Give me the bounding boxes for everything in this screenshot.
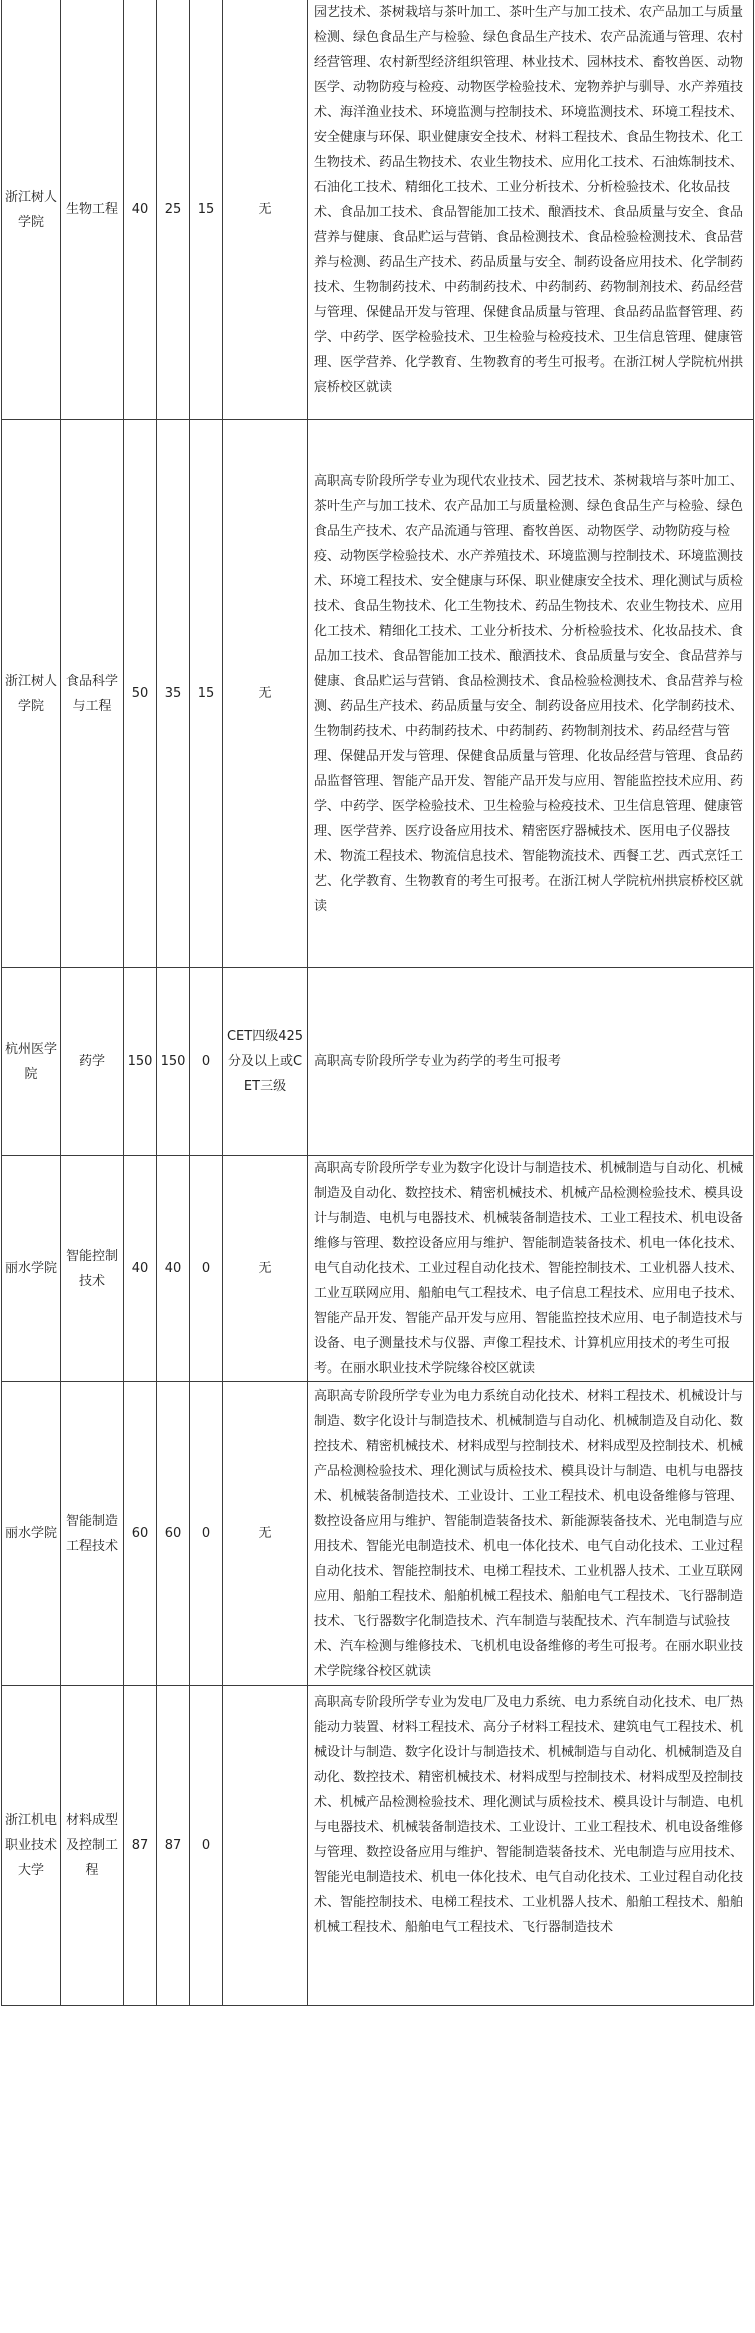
- quota-2-cell: 0: [190, 1686, 223, 2006]
- requirement-cell: CET四级425分及以上或CET三级: [223, 968, 308, 1156]
- note-cell: 园艺技术、茶树栽培与茶叶加工、茶叶生产与加工技术、农产品加工与质量检测、绿色食品生产与检验、绿色食品生产技术、农产品流通与管理、农村经营管理、农村新型经济组织管理、林业技术、园林技术、畜牧兽医、动物医学、动物防疫与检疫、动物医学检验技术、宠物养护与驯导、水产养殖技术、海洋渔业技术、环境监测与控制技术、环境监测技术、环境工程技术、安全健康与环保、职业健康安全技术、材料工程技术、食品生物技术、化工生物技术、药品生物技术、农业生物技术、应用化工技术、石油炼制技术、石油化工技术、精细化工技术、工业分析技术、分析检验技术、化妆品技术、食品加工技术、食品智能加工技术、酿酒技术、食品质量与安全、食品营养与健康、食品贮运与营销、食品检测技术、食品检验检测技术、食品营养与检测、药品生产技术、药品质量与安全、制药设备应用技术、化学制药技术、生物制药技术、中药制药技术、中药制药、药物制剂技术、药品经营与管理、保健品开发与管理、保健食品质量与管理、食品药品监督管理、药学、中药学、医学检验技术、卫生检验与检疫技术、卫生信息管理、健康管理、医学营养、化学教育、生物教育的考生可报考。在浙江树人学院杭州拱宸桥校区就读: [308, 0, 754, 420]
- school-cell: 浙江机电职业技术大学: [2, 1686, 61, 2006]
- total-cell: 60: [124, 1382, 157, 1686]
- school-cell: 丽水学院: [2, 1156, 61, 1382]
- note-cell: 高职高专阶段所学专业为发电厂及电力系统、电力系统自动化技术、电厂热能动力装置、材料工程技术、高分子材料工程技术、建筑电气工程技术、机械设计与制造、数字化设计与制造技术、机械制造与自动化、机械制造及自动化、数控技术、精密机械技术、材料成型与控制技术、材料成型及控制技术、机械产品检测检验技术、理化测试与质检技术、模具设计与制造、电机与电器技术、机械装备制造技术、工业设计、工业工程技术、机电设备维修与管理、数控设备应用与维护、智能制造装备技术、光电制造与应用技术、智能光电制造技术、机电一体化技术、电气自动化技术、工业过程自动化技术、智能控制技术、电梯工程技术、工业机器人技术、船舶工程技术、船舶机械工程技术、船舶电气工程技术、飞行器制造技术: [308, 1686, 754, 2006]
- major-cell: 生物工程: [61, 0, 124, 420]
- major-cell: 材料成型及控制工程: [61, 1686, 124, 2006]
- quota-2-cell: 0: [190, 968, 223, 1156]
- quota-2-cell: 15: [190, 420, 223, 968]
- quota-1-cell: 60: [157, 1382, 190, 1686]
- table-row: [2, 1686, 754, 2006]
- total-cell: 40: [124, 0, 157, 420]
- requirement-cell: 无: [223, 1156, 308, 1382]
- quota-1-cell: 87: [157, 1686, 190, 2006]
- school-cell: 丽水学院: [2, 1382, 61, 1686]
- admission-table: [1, 0, 754, 2006]
- requirement-cell: 无: [223, 420, 308, 968]
- school-cell: 浙江树人学院: [2, 0, 61, 420]
- total-cell: 87: [124, 1686, 157, 2006]
- table-row: [2, 1382, 754, 1686]
- note-cell: 高职高专阶段所学专业为数字化设计与制造技术、机械制造与自动化、机械制造及自动化、数控技术、精密机械技术、机械产品检测检验技术、模具设计与制造、电机与电器技术、机械装备制造技术、工业工程技术、机电设备维修与管理、数控设备应用与维护、智能制造装备技术、机电一体化技术、电气自动化技术、工业过程自动化技术、智能控制技术、工业机器人技术、工业互联网应用、船舶电气工程技术、电子信息工程技术、应用电子技术、智能产品开发、智能产品开发与应用、智能监控技术应用、电子制造技术与设备、电子测量技术与仪器、声像工程技术、计算机应用技术的考生可报考。在丽水职业技术学院缘谷校区就读: [308, 1156, 754, 1382]
- quota-1-cell: 35: [157, 420, 190, 968]
- major-cell: 智能控制技术: [61, 1156, 124, 1382]
- quota-1-cell: 25: [157, 0, 190, 420]
- table-row: [2, 968, 754, 1156]
- school-cell: 杭州医学院: [2, 968, 61, 1156]
- major-cell: 智能制造工程技术: [61, 1382, 124, 1686]
- major-cell: 药学: [61, 968, 124, 1156]
- total-cell: 50: [124, 420, 157, 968]
- requirement-cell: 无: [223, 1382, 308, 1686]
- table-row: [2, 1156, 754, 1382]
- major-cell: 食品科学与工程: [61, 420, 124, 968]
- note-cell: 高职高专阶段所学专业为电力系统自动化技术、材料工程技术、机械设计与制造、数字化设计与制造技术、机械制造与自动化、机械制造及自动化、数控技术、精密机械技术、材料成型与控制技术、材料成型及控制技术、机械产品检测检验技术、理化测试与质检技术、模具设计与制造、电机与电器技术、机械装备制造技术、工业设计、工业工程技术、机电设备维修与管理、数控设备应用与维护、智能制造装备技术、新能源装备技术、光电制造与应用技术、智能光电制造技术、机电一体化技术、电气自动化技术、工业过程自动化技术、智能控制技术、电梯工程技术、工业机器人技术、工业互联网应用、船舶工程技术、船舶机械工程技术、船舶电气工程技术、飞行器制造技术、飞行器数字化制造技术、汽车制造与装配技术、汽车制造与试验技术、汽车检测与维修技术、飞机机电设备维修的考生可报考。在丽水职业技术学院缘谷校区就读: [308, 1382, 754, 1686]
- table-row: [2, 0, 754, 420]
- quota-2-cell: 0: [190, 1156, 223, 1382]
- note-cell: 高职高专阶段所学专业为药学的考生可报考: [308, 968, 754, 1156]
- note-cell: 高职高专阶段所学专业为现代农业技术、园艺技术、茶树栽培与茶叶加工、茶叶生产与加工技术、农产品加工与质量检测、绿色食品生产与检验、绿色食品生产技术、农产品流通与管理、畜牧兽医、动物医学、动物防疫与检疫、动物医学检验技术、水产养殖技术、环境监测与控制技术、环境监测技术、环境工程技术、安全健康与环保、职业健康安全技术、理化测试与质检技术、食品生物技术、化工生物技术、药品生物技术、农业生物技术、应用化工技术、精细化工技术、工业分析技术、分析检验技术、化妆品技术、食品加工技术、食品智能加工技术、酿酒技术、食品质量与安全、食品营养与健康、食品贮运与营销、食品检测技术、食品检验检测技术、食品营养与检测、药品生产技术、药品质量与安全、制药设备应用技术、化学制药技术、生物制药技术、中药制药技术、中药制药、药物制剂技术、药品经营与管理、保健品开发与管理、保健食品质量与管理、化妆品经营与管理、食品药品监督管理、智能产品开发、智能产品开发与应用、智能监控技术应用、药学、中药学、医学检验技术、卫生检验与检疫技术、卫生信息管理、健康管理、医学营养、医疗设备应用技术、精密医疗器械技术、医用电子仪器技术、物流工程技术、物流信息技术、智能物流技术、西餐工艺、西式烹饪工艺、化学教育、生物教育的考生可报考。在浙江树人学院杭州拱宸桥校区就读: [308, 420, 754, 968]
- quota-2-cell: 15: [190, 0, 223, 420]
- quota-1-cell: 40: [157, 1156, 190, 1382]
- school-cell: 浙江树人学院: [2, 420, 61, 968]
- total-cell: 40: [124, 1156, 157, 1382]
- requirement-cell: 无: [223, 0, 308, 420]
- table-row: [2, 420, 754, 968]
- total-cell: 150: [124, 968, 157, 1156]
- quota-1-cell: 150: [157, 968, 190, 1156]
- quota-2-cell: 0: [190, 1382, 223, 1686]
- requirement-cell: [223, 1686, 308, 2006]
